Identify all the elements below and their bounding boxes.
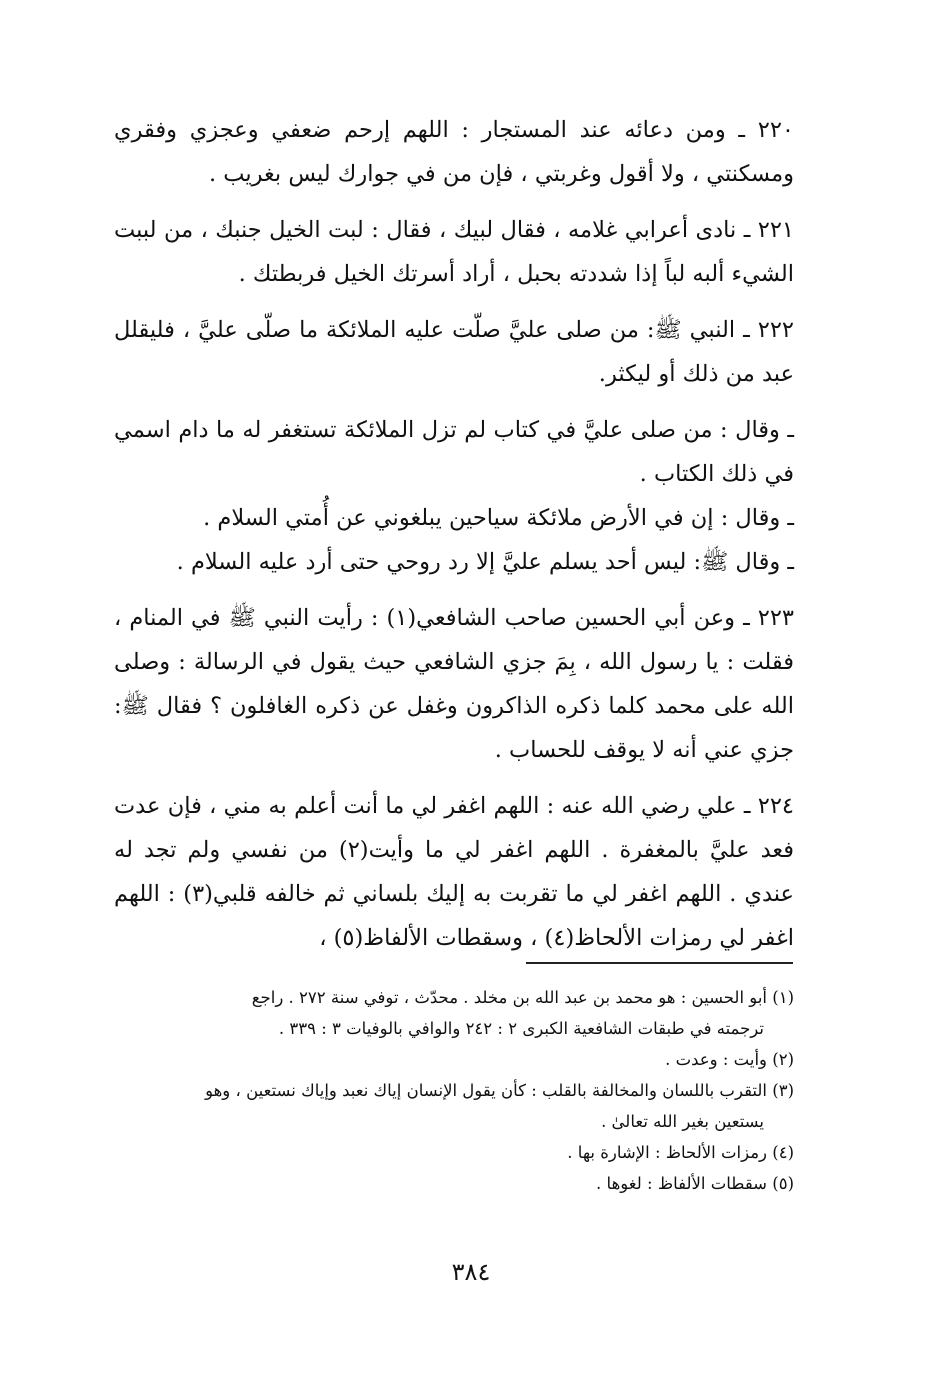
paragraph-222-quote-2: ـ وقال : إن في الأرض ملائكة سياحين يبلغوني عن أُمتي السلام . [203, 505, 794, 531]
paragraph-224: ٢٢٤ ـ علي رضي الله عنه : اللهم اغفر لي ما أنت أعلم به مني ، فإن عدت فعد عليَّ بالمغفرة . اللهم اغفر لي ما وأيت(٢) من نفسي ولم تجد له عندي . اللهم اغفر لي ما تقربت به إليك بلساني ثم خالفه قلبي(٣) : اللهم اغفر لي رمزات الألحاظ(٤) ، وسقطات الألفاظ(٥) ، [114, 793, 794, 951]
paragraph-220: ٢٢٠ ـ ومن دعائه عند المستجار : اللهم إرحم ضعفي وعجزي وفقري ومسكنتي ، ولا أقول وغربتي ، فإن من في جوارك ليس بغريب . [114, 117, 794, 187]
paragraph-223: ٢٢٣ ـ وعن أبي الحسين صاحب الشافعي(١) : رأيت النبي ﷺ في المنام ، فقلت : يا رسول الله ، بِمَ جزي الشافعي حيث يقول في الرسالة : وصلى الله على محمد كلما ذكره الذاكرون وغفل عن ذكره الغافلون ؟ فقال ﷺ: جزي عني أنه لا يوقف للحساب . [114, 605, 794, 763]
footnote-1-line-2: ترجمته في طبقات الشافعية الكبرى ٢ : ٢٤٢ والوافي بالوفيات ٣ : ٣٣٩ . [278, 1019, 764, 1038]
footnote-divider [526, 962, 793, 964]
paragraph-222-quote-3: ـ وقال ﷺ: ليس أحد يسلم عليَّ إلا رد روحي حتى أرد عليه السلام . [176, 549, 794, 575]
main-text [114, 108, 794, 972]
footnote-3-line-2: يستعين بغير الله تعالىٰ . [601, 1112, 764, 1131]
footnote-2: (٢) وأيت : وعدت . [665, 1050, 794, 1069]
paragraph-222-quote-1: ـ وقال : من صلى عليَّ في كتاب لم تزل الملائكة تستغفر له ما دام اسمي في ذلك الكتاب . [114, 417, 794, 487]
footnotes [114, 982, 794, 1199]
paragraph-221: ٢٢١ ـ نادى أعرابي غلامه ، فقال لبيك ، فقال : لبت الخيل جنبك ، من لببت الشيء ألبه لباً إذا شددته بحبل ، أراد أسرتك الخيل فربطتك . [114, 217, 794, 287]
footnote-3-line-1: (٣) التقرب باللسان والمخالفة بالقلب : كأن يقول الإنسان إياك نعبد وإياك نستعين ، وهو [205, 1081, 794, 1100]
page-number: ٣٨٤ [451, 1258, 491, 1286]
footnote-5: (٥) سقطات الألفاظ : لغوها . [596, 1174, 794, 1193]
footnote-1-line-1: (١) أبو الحسين : هو محمد بن عبد الله بن مخلد . محدّث ، توفي سنة ٢٧٢ . راجع [251, 988, 794, 1007]
paragraph-222: ٢٢٢ ـ النبي ﷺ: من صلى عليَّ صلّت عليه الملائكة ما صلّى عليَّ ، فليقلل عبد من ذلك أو ليكثر. [114, 317, 794, 387]
footnote-4: (٤) رمزات الألحاظ : الإشارة بها . [567, 1143, 794, 1162]
